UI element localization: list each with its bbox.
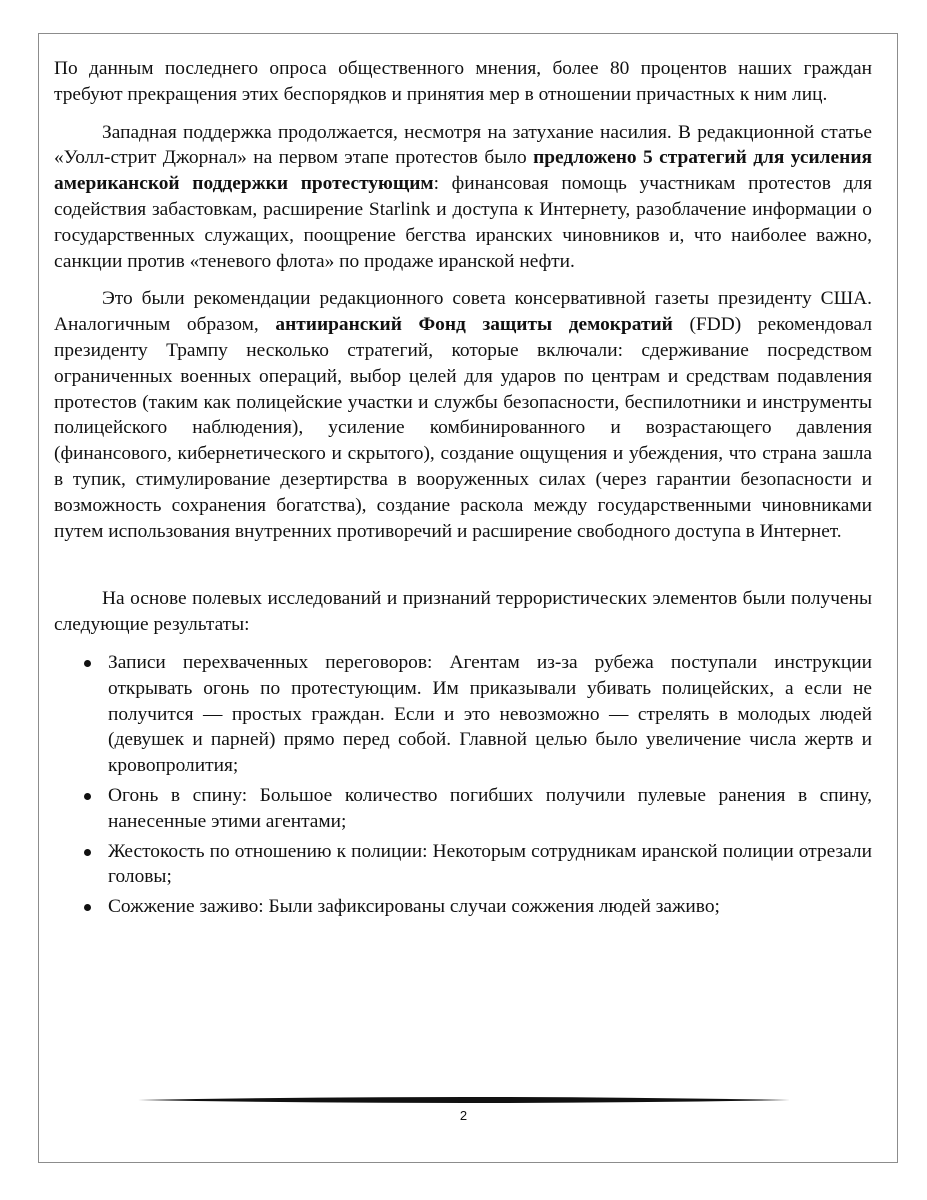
bullet-icon: [84, 904, 91, 911]
text-run: (FDD) рекомендовал президенту Трампу несколько стратегий, которые включали: сдерживание посредством ограниченных военных операций, выбор целей для ударов по центрам и средствам подавления протестов (таким как полицейские участки и службы безопасности, беспилотники и инструменты полицейского наблюдения), усиление комбинированного и возрастающего давления (финансового, кибернетического и скрытого), создание ощущения и убеждения, что страна зашла в тупик, стимулирование дезертирства в вооруженных силах (через гарантии безопасности и возможность сохранения богатства), создание раскола между государственными чиновниками путем использования внутренних противоречий и расширение свободного доступа в Интернет.: [54, 314, 873, 542]
findings-list: [54, 650, 872, 920]
document-body: [54, 56, 872, 924]
emphasized-text: предложено 5 стратегий для усиления американской поддержки протестующим: [54, 147, 872, 195]
list-item: [54, 650, 872, 779]
text-run: Западная поддержка продолжается, несмотря на затухание насилия. В редакционной статье «Уолл-стрит Джорнал» на первом этапе протестов было: [54, 121, 872, 169]
bullet-icon: [84, 660, 91, 667]
list-item: [54, 839, 872, 891]
text-run: На основе полевых исследований и признаний террористических элементов были получены следующие результаты:: [54, 588, 872, 636]
bullet-icon: [84, 793, 91, 800]
bullet-icon: [84, 849, 91, 856]
footer-divider: [138, 1092, 790, 1108]
paragraph-fdd-recommendations: [54, 286, 872, 544]
paragraph-opinion-poll: [54, 56, 872, 108]
list-item-text: Сожжение заживо: Были зафиксированы случаи сожжения людей заживо;: [108, 896, 720, 918]
list-item-text: Огонь в спину: Большое количество погибших получили пулевые ранения в спину, нанесенные этими агентами;: [108, 784, 872, 832]
list-item: [54, 894, 872, 920]
list-item-text: Жестокость по отношению к полиции: Некоторым сотрудникам иранской полиции отрезали головы;: [108, 840, 872, 888]
page-number: 2: [459, 1108, 468, 1123]
paragraph-findings-intro: [54, 586, 872, 638]
emphasized-text: антииранский Фонд защиты демократий: [275, 314, 673, 336]
text-run: Это были рекомендации редакционного совета консервативной газеты президенту США. Аналогичным образом,: [54, 288, 872, 336]
list-item: [54, 783, 872, 835]
paragraph-western-support: [54, 120, 872, 275]
list-item-text: Записи перехваченных переговоров: Агентам из-за рубежа поступали инструкции открывать огонь по протестующим. Им приказывали убивать полицейских, а если не получится — простых граждан. Если и это невозможно — стрелять в молодых людей (девушек и парней) прямо перед собой. Главной целью было увеличение числа жертв и кровопролития;: [108, 651, 872, 777]
text-run: : финансовая помощь участникам протестов для содействия забастовкам, расширение Starlink и доступа к Интернету, разоблачение информации о государственных служащих, поощрение бегства иранских чиновников и, что наиболее важно, санкции против «теневого флота» по продаже иранской нефти.: [54, 173, 872, 272]
text-run: По данным последнего опроса общественного мнения, более 80 процентов наших граждан требуют прекращения этих беспорядков и принятия мер в отношении причастных к ним лиц.: [54, 58, 872, 105]
